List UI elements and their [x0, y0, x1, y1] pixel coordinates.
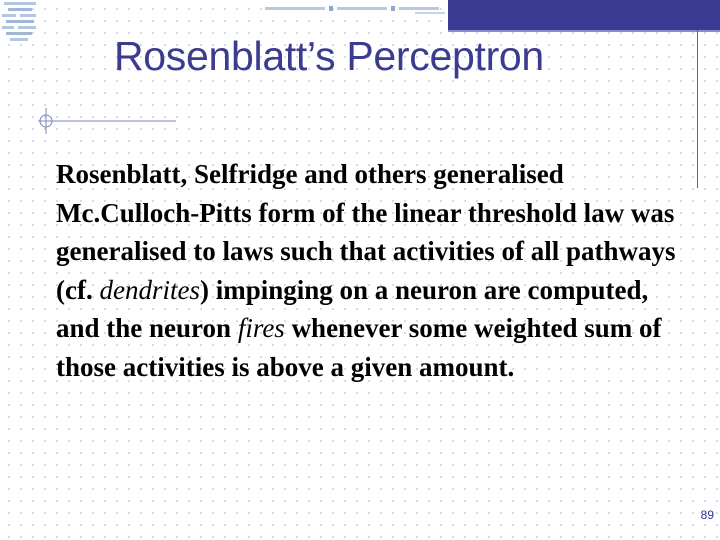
- body-text-emphasis-dendrites: dendrites: [99, 274, 200, 305]
- header-accent-bar: [448, 0, 720, 30]
- diagram-strip-thumbnail: [265, 2, 455, 16]
- body-text-segment: Rosenblatt, Selfridge and others generalised Mc.Culloch-Pitts form of the linear threshold law was generalised to laws such that activities of all pathways (cf.: [56, 159, 676, 305]
- body-text-segment: ) impinging on a neuron are computed, and the neuron: [56, 274, 649, 343]
- body-text-segment: whenever some weighted sum of those activities is above a given amount.: [56, 313, 662, 382]
- tree-diagram-thumbnail: [0, 0, 40, 46]
- right-vertical-rule: [697, 30, 698, 188]
- slide-title: Rosenblatt’s Perceptron: [114, 33, 544, 79]
- crosshair-rule-decoration: [30, 108, 180, 134]
- page-number: 89: [700, 508, 714, 522]
- slide-body-text: [56, 155, 696, 386]
- body-text-emphasis-fires: fires: [237, 313, 285, 343]
